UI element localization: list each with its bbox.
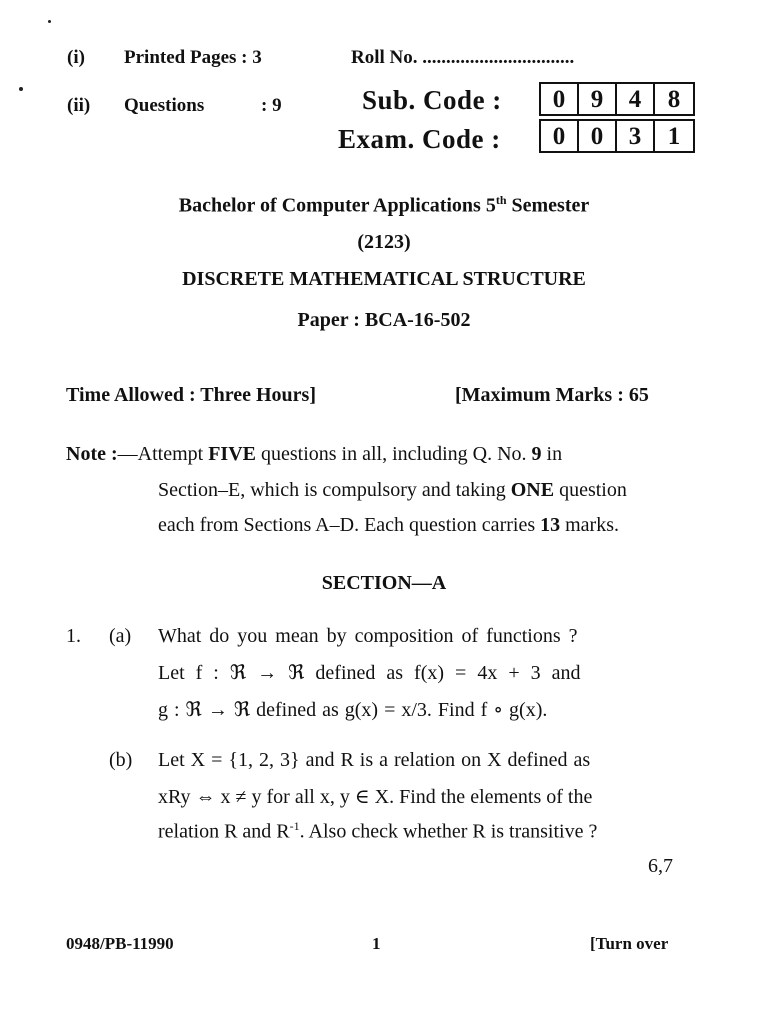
- note-line-3: [158, 514, 619, 537]
- exam-code-boxes: [539, 119, 695, 153]
- question-1b-label: (b): [109, 749, 133, 771]
- note-emphasis: 9: [531, 443, 542, 465]
- year-code: (2123): [357, 231, 411, 253]
- speck-mark: [19, 87, 23, 91]
- time-allowed: Time Allowed : Three Hours]: [66, 384, 316, 406]
- question-1-number: 1.: [66, 625, 81, 647]
- question-1a-line-2: Let f : ℜ → ℜ defined as f(x) = 4x + 3 and: [158, 662, 581, 684]
- sub-code-digit: 8: [667, 85, 681, 113]
- sub-code-digit: 0: [541, 84, 579, 114]
- note-text: —Attempt: [117, 443, 209, 465]
- note-emphasis: FIVE: [208, 443, 256, 465]
- maximum-marks: [Maximum Marks : 65: [455, 384, 649, 406]
- exam-code-digit: 0: [579, 121, 617, 151]
- note-text: marks.: [560, 514, 619, 536]
- note-text: question: [554, 479, 627, 501]
- footer-turn-over: [Turn over: [590, 934, 669, 953]
- question-1b-line-3: [158, 819, 597, 844]
- question-1-marks: 6,7: [648, 855, 673, 877]
- paper-code: Paper : BCA-16-502: [297, 309, 471, 331]
- question-1a-line-3: g : ℜ → ℜ defined as g(x) = x/3. Find f ∘ g(x).: [158, 699, 548, 721]
- programme-sup: th: [495, 193, 507, 207]
- sub-code-label: Sub. Code :: [362, 85, 502, 115]
- printed-pages-label: Printed Pages : 3: [124, 47, 262, 68]
- question-1b-text: . Also check whether R is transitive ?: [299, 820, 598, 843]
- note-line-2: [158, 479, 627, 502]
- exam-code-digit: 0: [541, 121, 579, 151]
- question-1a-line-1: What do you mean by composition of functions ?: [158, 625, 578, 647]
- sub-code-boxes: [539, 82, 695, 116]
- programme-suffix: Semester: [506, 194, 590, 217]
- question-1a-label: (a): [109, 625, 132, 647]
- note-emphasis: ONE: [510, 479, 555, 501]
- note-label: Note :: [66, 443, 118, 465]
- note-text: each from Sections A–D. Each question carries: [158, 514, 541, 536]
- sub-code-digit: 4: [617, 84, 655, 114]
- note-text: in: [541, 443, 563, 465]
- exam-code-label: Exam. Code :: [338, 124, 501, 154]
- footer-paper-code: 0948/PB-11990: [66, 934, 174, 953]
- questions-value: : 9: [261, 95, 282, 116]
- speck-mark: [48, 20, 51, 23]
- footer-page-number: 1: [372, 934, 381, 953]
- question-1b-line-1: Let X = {1, 2, 3} and R is a relation on X defined as: [158, 749, 591, 771]
- note-emphasis: 13: [540, 514, 561, 536]
- question-1b-text: relation R and R: [158, 820, 290, 843]
- exam-code-digit: 1: [667, 122, 681, 150]
- note-text: Section–E, which is compulsory and taking: [158, 479, 511, 501]
- questions-label: Questions: [124, 95, 205, 116]
- inverse-superscript: -1: [289, 819, 300, 833]
- exam-code-digit: 3: [617, 121, 655, 151]
- question-1b-line-2: xRy ⇔ x ≠ y for all x, y ∈ X. Find the elements of the: [158, 786, 593, 808]
- sub-code-digit: 9: [579, 84, 617, 114]
- subject-title: DISCRETE MATHEMATICAL STRUCTURE: [182, 268, 586, 290]
- item-ii-number: (ii): [67, 95, 91, 116]
- programme-prefix: Bachelor of Computer Applications 5: [178, 194, 496, 217]
- programme-line: [0, 193, 768, 218]
- item-i-number: (i): [67, 47, 85, 68]
- section-a-heading: SECTION—A: [321, 572, 447, 594]
- roll-no-label: Roll No. ................................: [351, 47, 575, 68]
- note-line-1: [66, 443, 562, 466]
- note-text: questions in all, including Q. No.: [255, 443, 532, 465]
